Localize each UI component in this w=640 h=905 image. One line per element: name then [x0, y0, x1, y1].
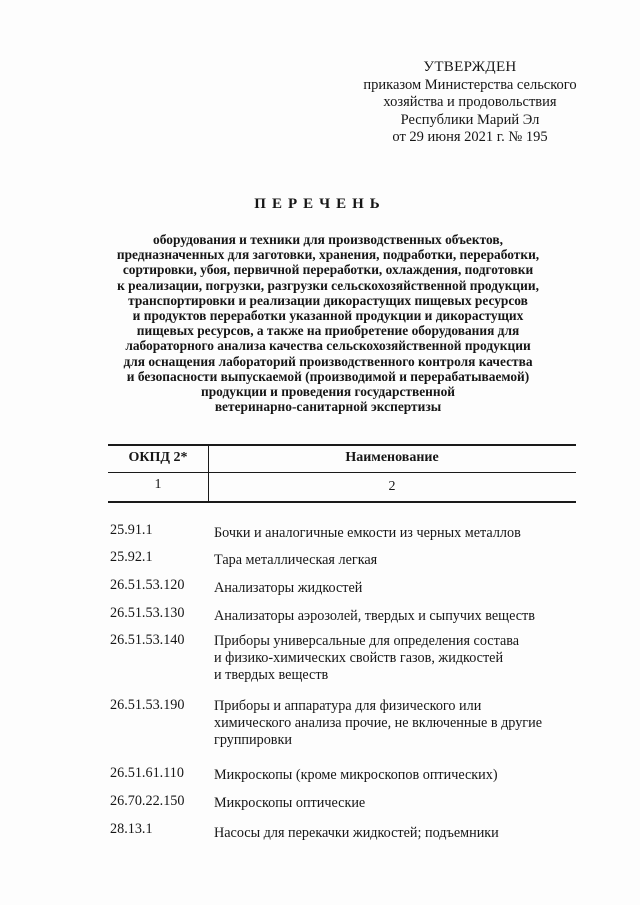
subtitle-line: к реализации, погрузки, разгрузки сельскохозяйственной продукции, — [117, 277, 539, 293]
row-name-line: и твердых веществ — [214, 667, 329, 683]
table-rule — [108, 472, 576, 473]
subtitle-line: предназначенных для заготовки, хранения, подработки, переработки, — [116, 247, 540, 263]
row-code: 26.51.53.190 — [110, 697, 185, 713]
row-name — [214, 795, 594, 812]
row-name-line: Приборы и аппаратура для физического или — [214, 698, 482, 714]
row-code: 28.13.1 — [110, 821, 153, 837]
document-subtitle — [88, 232, 568, 414]
table-rule — [108, 444, 576, 446]
row-name-line: химического анализа прочие, не включенные в другие — [214, 715, 543, 731]
approval-line: УТВЕРЖДЕН — [423, 59, 517, 75]
row-name — [214, 552, 594, 569]
subtitle-line: продукции и проведения государственной — [201, 384, 455, 400]
row-name — [214, 767, 594, 784]
row-name — [214, 608, 594, 625]
row-code: 26.51.53.120 — [110, 577, 185, 593]
approval-block — [340, 59, 600, 147]
row-name-line: Анализаторы жидкостей — [214, 580, 363, 596]
row-name-line: Бочки и аналогичные емкости из черных металлов — [214, 525, 521, 541]
row-code: 25.92.1 — [110, 549, 153, 565]
subtitle-line: оборудования и техники для производственных объектов, — [153, 232, 503, 247]
subtitle-line: и продуктов переработки указанной продукции и дикорастущих — [132, 308, 524, 324]
row-name-line: Приборы универсальные для определения состава — [214, 633, 520, 649]
row-name — [214, 580, 594, 597]
row-name-line: Микроскопы оптические — [214, 795, 366, 811]
row-code: 26.51.53.140 — [110, 632, 185, 648]
row-code: 26.51.53.130 — [110, 605, 185, 621]
row-name-line: Анализаторы аэрозолей, твердых и сыпучих веществ — [214, 608, 535, 624]
row-name-line: Тара металлическая легкая — [214, 552, 378, 568]
header-name: Наименование — [345, 450, 439, 465]
row-name — [214, 825, 594, 842]
column-number-name: 2 — [388, 479, 396, 494]
header-code: ОКПД 2* — [128, 450, 188, 465]
row-name — [214, 633, 594, 684]
approval-line: хозяйства и продовольствия — [383, 94, 557, 110]
subtitle-line: для оснащения лабораторий производственного контроля качества — [123, 353, 533, 369]
row-name — [214, 698, 594, 749]
subtitle-line: сортировки, убоя, первичной переработки, охлаждения, подготовки — [122, 262, 534, 278]
row-code: 26.51.61.110 — [110, 765, 184, 781]
row-code: 25.91.1 — [110, 522, 153, 538]
subtitle-line: транспортировки и реализации дикорастущих пищевых ресурсов — [128, 292, 528, 308]
approval-line: Республики Марий Эл — [400, 111, 540, 128]
subtitle-line: лабораторного анализа качества сельскохозяйственной продукции — [125, 338, 531, 354]
table-rule — [108, 501, 576, 503]
approval-line: приказом Министерства сельского — [363, 76, 577, 93]
approval-line: от 29 июня 2021 г. № 195 — [392, 129, 548, 145]
subtitle-line: и безопасности выпускаемой (производимой и перерабатываемой) — [126, 368, 530, 384]
row-name-line: Микроскопы (кроме микроскопов оптических) — [214, 767, 498, 783]
document-title: ПЕРЕЧЕНЬ — [254, 196, 386, 212]
row-name-line: и физико-химических свойств газов, жидкостей — [214, 650, 504, 666]
row-code: 26.70.22.150 — [110, 793, 185, 809]
table-header — [108, 444, 576, 502]
row-name — [214, 525, 594, 542]
column-number-code: 1 — [154, 477, 162, 492]
row-name-line: группировки — [214, 732, 292, 748]
row-name-line: Насосы для перекачки жидкостей; подъемники — [214, 825, 499, 841]
subtitle-line: ветеринарно-санитарной экспертизы — [214, 399, 442, 415]
subtitle-line: пищевых ресурсов, а также на приобретение оборудования для — [136, 323, 520, 339]
